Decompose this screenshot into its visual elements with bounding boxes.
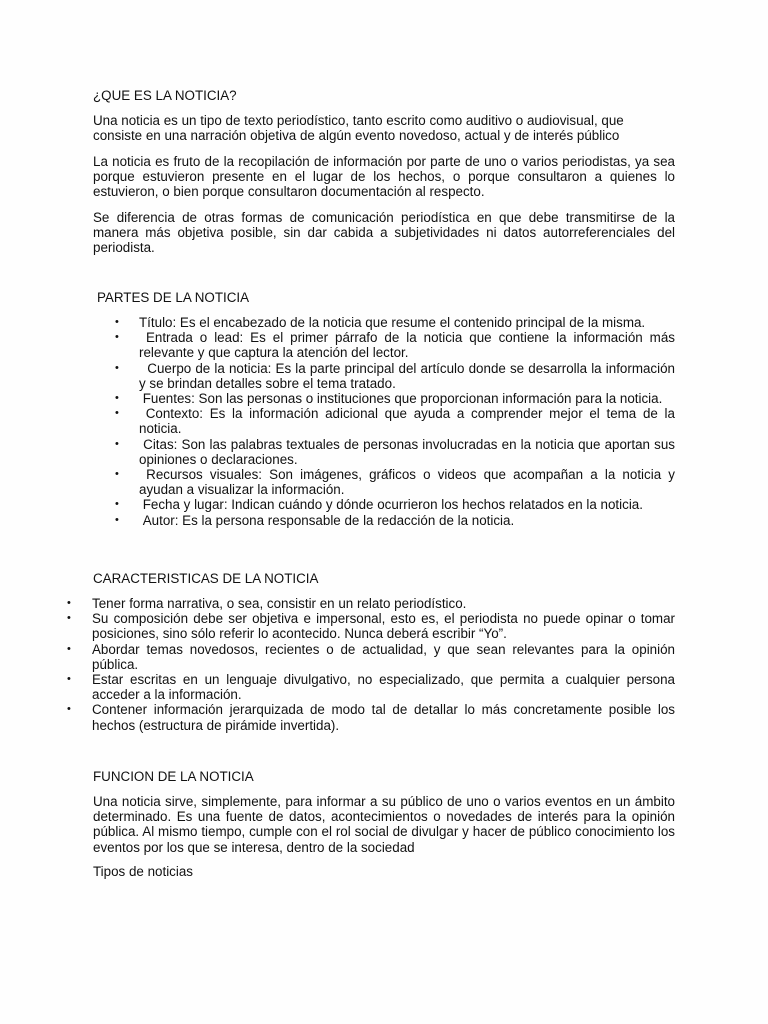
list-item-text: Contener información jerarquizada de modo tal de detallar lo más concretamente posible los hechos (estructura de pirámide invertida). xyxy=(92,702,675,733)
list-item xyxy=(115,436,679,467)
list-item-text: Contexto: Es la información adicional que ayuda a comprender mejor el tema de la noticia. xyxy=(139,406,679,437)
bullet-icon: • xyxy=(67,612,71,625)
list-item xyxy=(67,596,675,611)
list-item-text: Tener forma narrativa, o sea, consistir en un relato periodístico. xyxy=(92,596,467,611)
bullet-icon: • xyxy=(115,468,119,481)
list-item xyxy=(115,497,675,513)
characteristics-list xyxy=(67,596,675,733)
list-item xyxy=(67,702,675,733)
section-title-partes: PARTES DE LA NOTICIA xyxy=(97,290,250,305)
bullet-icon: • xyxy=(115,361,119,374)
list-item-text: Recursos visuales: Son imágenes, gráficos o videos que acompañan a la noticia y ayudan a visualizar la información. xyxy=(139,467,679,498)
bullet-icon: • xyxy=(67,673,71,686)
list-item-text: Su composición debe ser objetiva e impersonal, esto es, el periodista no puede opinar o tomar posiciones, sino sólo referir lo acontecido. Nunca deberá escribir “Yo”. xyxy=(92,611,675,642)
list-item-text: Fuentes: Son las personas o instituciones que proporcionan información para la noticia. xyxy=(139,391,663,407)
list-item-text: Citas: Son las palabras textuales de personas involucradas en la noticia que aportan sus opiniones o declaraciones. xyxy=(139,436,679,467)
paragraph-origin: La noticia es fruto de la recopilación de información por parte de uno o varios periodistas, ya sea porque estuvieron presente en el lugar de los hechos, o porque consultaron a quienes lo estuvieron, o bien porque consultaron documentación al respecto. xyxy=(93,154,675,200)
list-item xyxy=(67,611,675,642)
list-item xyxy=(115,467,679,498)
bullet-icon: • xyxy=(67,597,71,609)
list-item-text: Abordar temas novedosos, recientes o de actualidad, y que sean relevantes para la opinión pública. xyxy=(92,641,675,672)
list-item-text: Estar escritas en un lenguaje divulgativo, no especializado, que permita a cualquier persona acceder a la información. xyxy=(92,672,675,703)
bullet-icon: • xyxy=(67,642,71,655)
list-item-text: Fecha y lugar: Indican cuándo y dónde ocurrieron los hechos relatados en la noticia. xyxy=(139,497,643,513)
list-item-text: Título: Es el encabezado de la noticia que resume el contenido principal de la misma. xyxy=(139,315,646,330)
list-item xyxy=(115,360,679,391)
list-item-text: Cuerpo de la noticia: Es la parte principal del artículo donde se desarrolla la información y se brindan detalles sobre el tema tratado. xyxy=(139,360,679,391)
section-title-funcion: FUNCION DE LA NOTICIA xyxy=(93,769,254,784)
list-item-text: Autor: Es la persona responsable de la redacción de la noticia. xyxy=(139,512,515,528)
list-item xyxy=(115,315,675,330)
list-item xyxy=(115,330,679,361)
bullet-icon: • xyxy=(115,331,119,344)
paragraph-difference: Se diferencia de otras formas de comunicación periodística en que debe transmitirse de la manera más objetiva posible, sin dar cabida a subjetividades ni datos autorreferenciales del periodista. xyxy=(93,210,675,256)
paragraph-definition: Una noticia es un tipo de texto periodístico, tanto escrito como auditivo o audiovisual, que consiste en una narración objetiva de algún evento novedoso, actual y de interés público xyxy=(93,113,624,144)
bullet-icon: • xyxy=(67,703,71,716)
list-item xyxy=(115,391,675,407)
list-item-text: Entrada o lead: Es el primer párrafo de la noticia que contiene la información más relevante y que captura la atención del lector. xyxy=(139,330,679,361)
paragraph-function: Una noticia sirve, simplemente, para informar a su público de uno o varios eventos en un ámbito determinado. Es una fuente de datos, acontecimientos o novedades de interés para la opinión pública. Al mismo tiempo, cumple con el rol social de divulgar y hacer de público conocimiento los eventos por los que se interesa, dentro de la sociedad xyxy=(93,794,675,855)
list-item xyxy=(115,406,679,437)
bullet-icon: • xyxy=(115,392,119,405)
bullet-icon: • xyxy=(115,513,119,526)
list-item xyxy=(115,512,675,528)
list-item xyxy=(67,641,675,672)
bullet-icon: • xyxy=(115,437,119,450)
section-title-que-es-la-noticia: ¿QUE ES LA NOTICIA? xyxy=(93,88,237,103)
bullet-icon: • xyxy=(115,407,119,420)
bullet-icon: • xyxy=(115,498,119,511)
bullet-icon: • xyxy=(115,316,119,328)
list-item xyxy=(67,672,675,703)
section-title-tipos: Tipos de noticias xyxy=(93,864,193,879)
parts-list xyxy=(115,315,679,528)
section-title-caracteristicas: CARACTERISTICAS DE LA NOTICIA xyxy=(93,571,319,586)
